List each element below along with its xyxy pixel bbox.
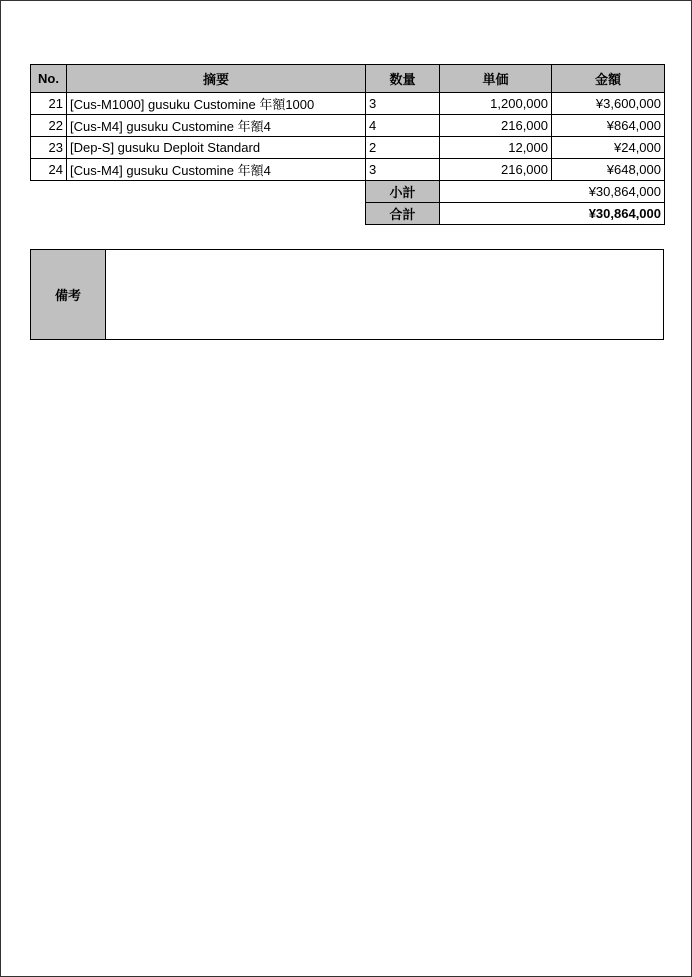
subtotal-label: 小計: [366, 181, 440, 203]
subtotal-value: ¥30,864,000: [440, 181, 665, 203]
header-amount: 金額: [552, 65, 665, 93]
row-summary: [Cus-M1000] gusuku Customine 年額1000: [67, 93, 366, 115]
remarks-content: [106, 250, 663, 339]
total-value: ¥30,864,000: [440, 203, 665, 225]
row-no: 22: [31, 115, 67, 137]
row-amount: ¥3,600,000: [552, 93, 665, 115]
total-spacer: [31, 203, 366, 225]
total-row: [31, 203, 665, 225]
row-no: 23: [31, 137, 67, 159]
row-unit-price: 216,000: [440, 159, 552, 181]
total-label: 合計: [366, 203, 440, 225]
row-quantity: 2: [366, 137, 440, 159]
line-items-table: [30, 64, 665, 225]
row-amount: ¥648,000: [552, 159, 665, 181]
row-no: 24: [31, 159, 67, 181]
row-unit-price: 12,000: [440, 137, 552, 159]
row-quantity: 4: [366, 115, 440, 137]
header-summary: 摘要: [67, 65, 366, 93]
header-quantity: 数量: [366, 65, 440, 93]
row-quantity: 3: [366, 159, 440, 181]
row-amount: ¥864,000: [552, 115, 665, 137]
header-unit-price: 単価: [440, 65, 552, 93]
table-row: [31, 137, 665, 159]
header-no: No.: [31, 65, 67, 93]
remarks-box: [30, 249, 664, 340]
row-quantity: 3: [366, 93, 440, 115]
row-amount: ¥24,000: [552, 137, 665, 159]
subtotal-row: [31, 181, 665, 203]
table-row: [31, 93, 665, 115]
table-header-row: [31, 65, 665, 93]
row-summary: [Cus-M4] gusuku Customine 年額4: [67, 115, 366, 137]
table-row: [31, 159, 665, 181]
subtotal-spacer: [31, 181, 366, 203]
row-unit-price: 216,000: [440, 115, 552, 137]
row-summary: [Dep-S] gusuku Deploit Standard: [67, 137, 366, 159]
row-no: 21: [31, 93, 67, 115]
table-row: [31, 115, 665, 137]
row-unit-price: 1,200,000: [440, 93, 552, 115]
row-summary: [Cus-M4] gusuku Customine 年額4: [67, 159, 366, 181]
remarks-label: 備考: [31, 250, 106, 339]
